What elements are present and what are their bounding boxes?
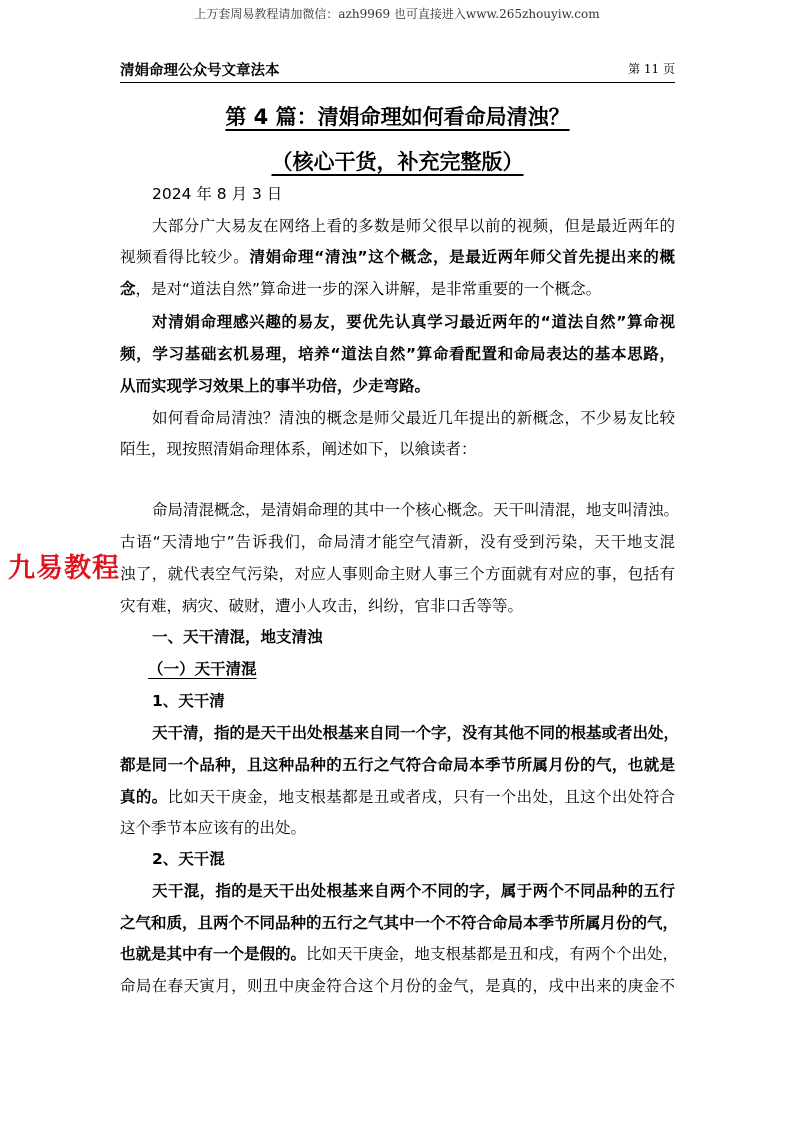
paragraph-line: 命局在春天寅月，则丑中庚金符合这个月份的金气，是真的，戌中出来的庚金不 bbox=[120, 977, 675, 995]
paragraph-line: 命局清混概念，是清娟命理的其中一个核心概念。天干叫清混，地支叫清浊。 bbox=[152, 501, 680, 519]
paragraph-line: 陌生，现按照清娟命理体系，阐述如下，以飨读者： bbox=[120, 440, 477, 458]
bold-run: 真的。 bbox=[120, 788, 168, 806]
text-run: 比如天干庚金，地支根基都是丑和戌，有两个个出处， bbox=[306, 945, 679, 963]
paragraph-line: 天干清，指的是天干出处根基来自同一个字，没有其他不同的根基或者出处， bbox=[152, 724, 680, 742]
text-run: 视频看得比较少。 bbox=[120, 248, 250, 266]
paragraph-line bbox=[120, 786, 675, 808]
article-title bbox=[120, 101, 675, 131]
top-banner: 上万套周易教程请加微信：azh9969 也可直接进入www.265zhouyiw.com bbox=[194, 7, 600, 21]
bold-run: 也就是其中有一个是假的。 bbox=[120, 945, 307, 963]
paragraph-line: 从而实现学习效果上的事半功倍，少走弯路。 bbox=[120, 377, 431, 395]
article-subtitle-text: （核心干货，补充完整版） bbox=[271, 150, 524, 174]
article-title-text: 第 4 篇：清娟命理如何看命局清浊？ bbox=[225, 105, 570, 129]
running-header bbox=[120, 58, 675, 83]
bold-run: 念 bbox=[120, 280, 136, 298]
article-subtitle bbox=[120, 146, 675, 176]
paragraph-line: 对清娟命理感兴趣的易友，要优先认真学习最近两年的“道法自然”算命视 bbox=[152, 313, 675, 331]
text-run: ，是对“道法自然”算命进一步的深入讲解，是非常重要的一个概念。 bbox=[135, 280, 602, 298]
section-heading: 一、天干清混，地支清浊 bbox=[152, 628, 323, 646]
bold-run: 清娟命理“清浊”这个概念，是最近两年师父首先提出来的概 bbox=[249, 248, 675, 266]
paragraph-line: 大部分广大易友在网络上看的多数是师父很早以前的视频，但是最近两年的 bbox=[152, 217, 675, 235]
paragraph-line bbox=[120, 246, 675, 268]
page-number: 第 11 页 bbox=[628, 62, 675, 76]
paragraph-line: 这个季节本应该有的出处。 bbox=[120, 819, 307, 837]
document-name: 清娟命理公众号文章法本 bbox=[120, 63, 280, 79]
article-date: 2024 年 8 月 3 日 bbox=[152, 185, 283, 203]
item-heading: 1、天干清 bbox=[152, 692, 225, 710]
paragraph-line: 如何看命局清浊？清浊的概念是师父最近几年提出的新概念，不少易友比较 bbox=[152, 409, 675, 427]
paragraph-line: 灾有难，病灾、破财，遭小人攻击，纠纷，官非口舌等等。 bbox=[120, 597, 524, 615]
paragraph-line: 之气和质，且两个不同品种的五行之气其中一个不符合命局本季节所属月份的气， bbox=[120, 914, 679, 932]
paragraph-line: 古语“天清地宁”告诉我们，命局清才能空气清新，没有受到污染，天干地支混 bbox=[120, 533, 675, 551]
subsection-heading-text: （一）天干清混 bbox=[148, 660, 257, 678]
watermark: 九易教程 bbox=[8, 553, 120, 584]
text-run: 比如天干庚金，地支根基都是丑或者戌，只有一个出处，且这个出处符合 bbox=[167, 788, 675, 806]
item-heading: 2、天干混 bbox=[152, 850, 225, 868]
subsection-heading bbox=[148, 658, 257, 680]
paragraph-line: 都是同一个品种，且这种品种的五行之气符合命局本季节所属月份的气，也就是 bbox=[120, 756, 675, 774]
paragraph-line: 浊了，就代表空气污染，对应人事则命主财人事三个方面就有对应的事，包括有 bbox=[120, 565, 675, 583]
paragraph-line: 频，学习基础玄机易理，培养“道法自然”算命看配置和命局表达的基本思路， bbox=[120, 345, 675, 363]
paragraph-line: 天干混，指的是天干出处根基来自两个不同的字，属于两个不同品种的五行 bbox=[152, 882, 675, 900]
paragraph-line bbox=[120, 943, 679, 965]
paragraph-line bbox=[120, 278, 675, 300]
